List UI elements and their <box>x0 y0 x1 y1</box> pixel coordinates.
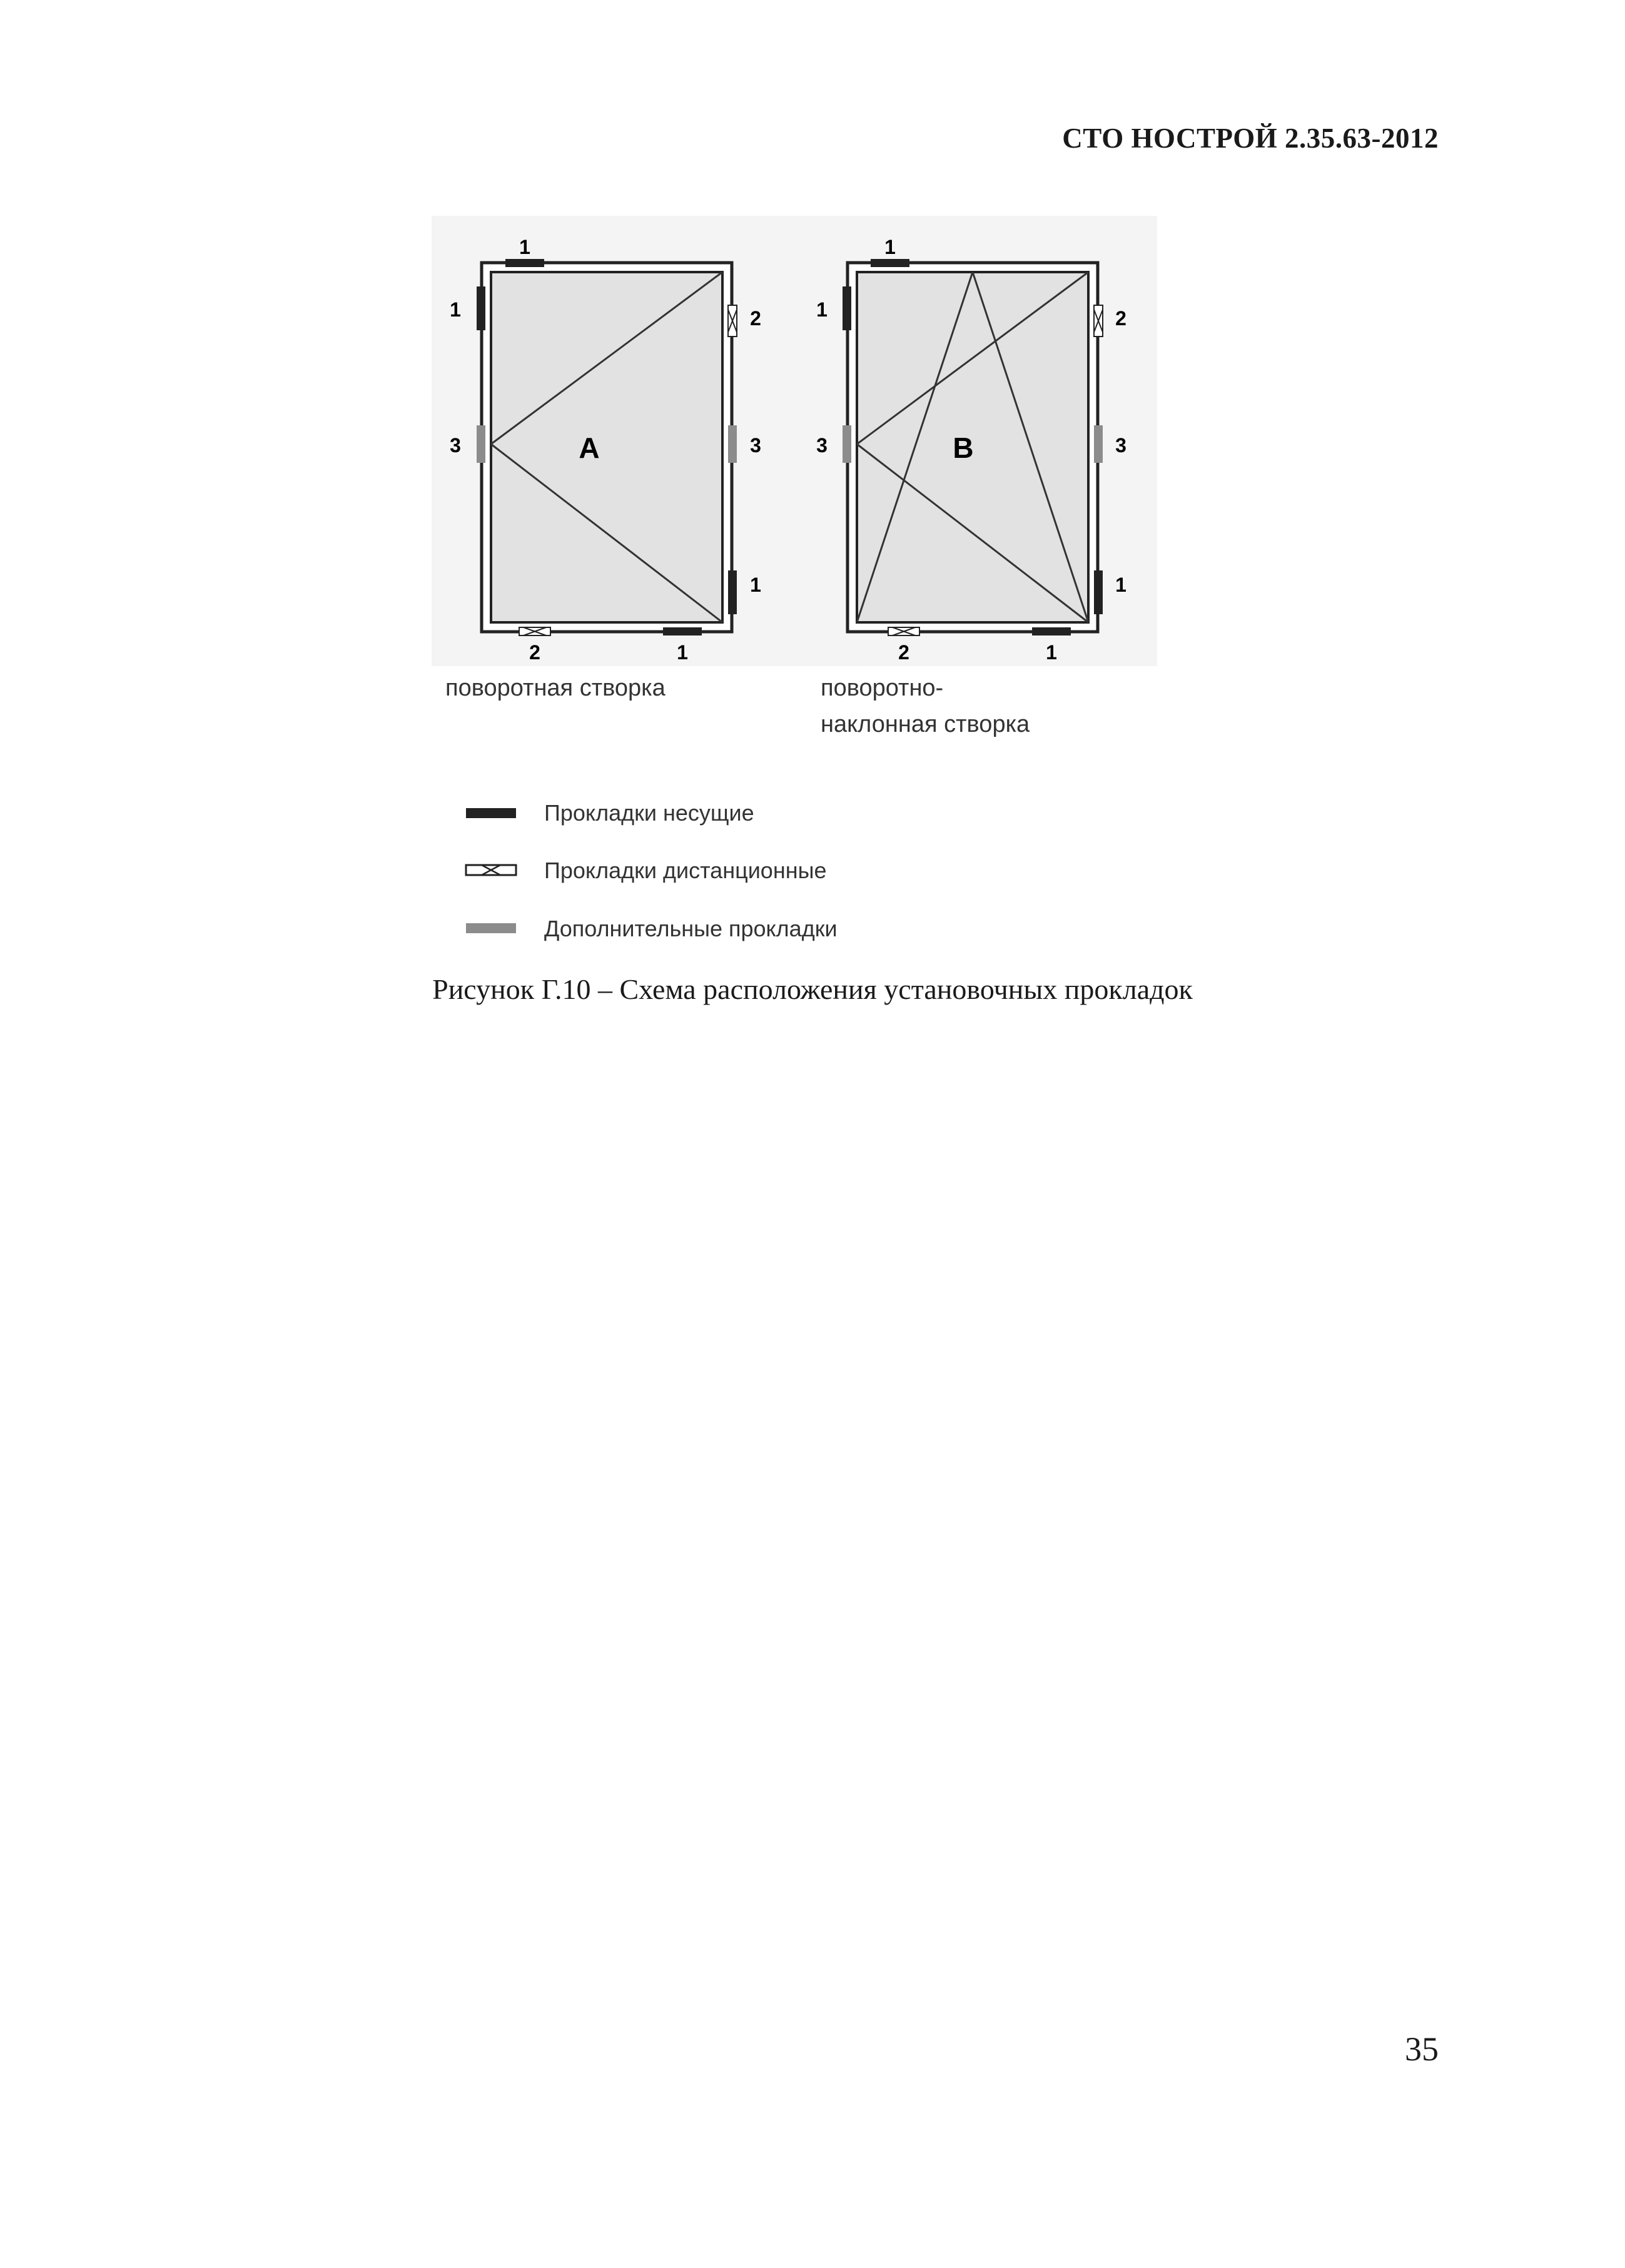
panel-a-spacer-pad-bottom <box>519 627 550 635</box>
panel-b-bearing-pad-left <box>843 286 851 330</box>
panel-b-label-left-top: 1 <box>816 298 828 321</box>
panel-a-bearing-pad-top <box>505 259 544 267</box>
panel-b-label-bottom-right: 1 <box>1046 641 1057 664</box>
panel-a-sash <box>491 272 722 622</box>
panel-b-additional-pad-right <box>1094 425 1103 463</box>
page-number: 35 <box>1405 2030 1439 2068</box>
panel-b-additional-pad-left <box>843 425 851 463</box>
panel-b-label-top: 1 <box>884 236 896 258</box>
panel-a-bearing-pad-right <box>728 570 737 614</box>
panel-b-label-right-mid: 3 <box>1115 434 1126 457</box>
panel-a-additional-pad-right <box>728 425 737 463</box>
legend-swatch-additional <box>466 923 516 933</box>
figure-gasket-scheme <box>425 213 1163 969</box>
panel-b-label-bottom-left: 2 <box>898 641 909 664</box>
panel-a-label-right-mid: 3 <box>750 434 761 457</box>
panel-b-spacer-pad-bottom <box>888 627 919 635</box>
panel-a-bearing-pad-bottom <box>663 627 702 635</box>
panel-b-label-left-mid: 3 <box>816 434 828 457</box>
panel-b-bearing-pad-top <box>871 259 909 267</box>
legend-label-bearing: Прокладки несущие <box>544 800 754 826</box>
figure-drawing <box>425 213 1163 969</box>
legend-label-spacer: Прокладки дистанционные <box>544 858 827 883</box>
panel-a-label-top: 1 <box>519 236 530 258</box>
panel-b-label-right-top: 2 <box>1115 307 1126 330</box>
panel-a-label-right-bottom: 1 <box>750 574 761 596</box>
panel-b-label-right-bottom: 1 <box>1115 574 1126 596</box>
panel-a-additional-pad-left <box>477 425 485 463</box>
panel-a-spacer-pad-right <box>728 305 737 337</box>
panel-b-caption-line2: наклонная створка <box>821 711 1030 737</box>
figure-caption: Рисунок Г.10 – Схема расположения установочных прокладок <box>432 973 1193 1005</box>
panel-a-caption: поворотная створка <box>445 675 666 701</box>
panel-b-spacer-pad-right <box>1094 305 1103 337</box>
panel-a-label-bottom-right: 1 <box>677 641 688 664</box>
panel-a-label-bottom-left: 2 <box>529 641 540 664</box>
legend <box>466 800 838 941</box>
panel-b-bearing-pad-bottom <box>1032 627 1071 635</box>
panel-b-caption-line1: поворотно- <box>821 675 944 701</box>
panel-b-letter: B <box>953 432 974 464</box>
legend-swatch-bearing <box>466 808 516 818</box>
panel-a-label-left-top: 1 <box>450 298 461 321</box>
panel-a-letter: А <box>579 432 600 464</box>
panel-a-bearing-pad-left <box>477 286 485 330</box>
panel-a <box>445 236 761 701</box>
panel-b-bearing-pad-right <box>1094 570 1103 614</box>
panel-a-label-right-top: 2 <box>750 307 761 330</box>
legend-swatch-spacer <box>466 865 516 875</box>
document-code: СТО НОСТРОЙ 2.35.63-2012 <box>1062 123 1439 154</box>
legend-label-additional: Дополнительные прокладки <box>544 916 838 941</box>
panel-a-label-left-mid: 3 <box>450 434 461 457</box>
